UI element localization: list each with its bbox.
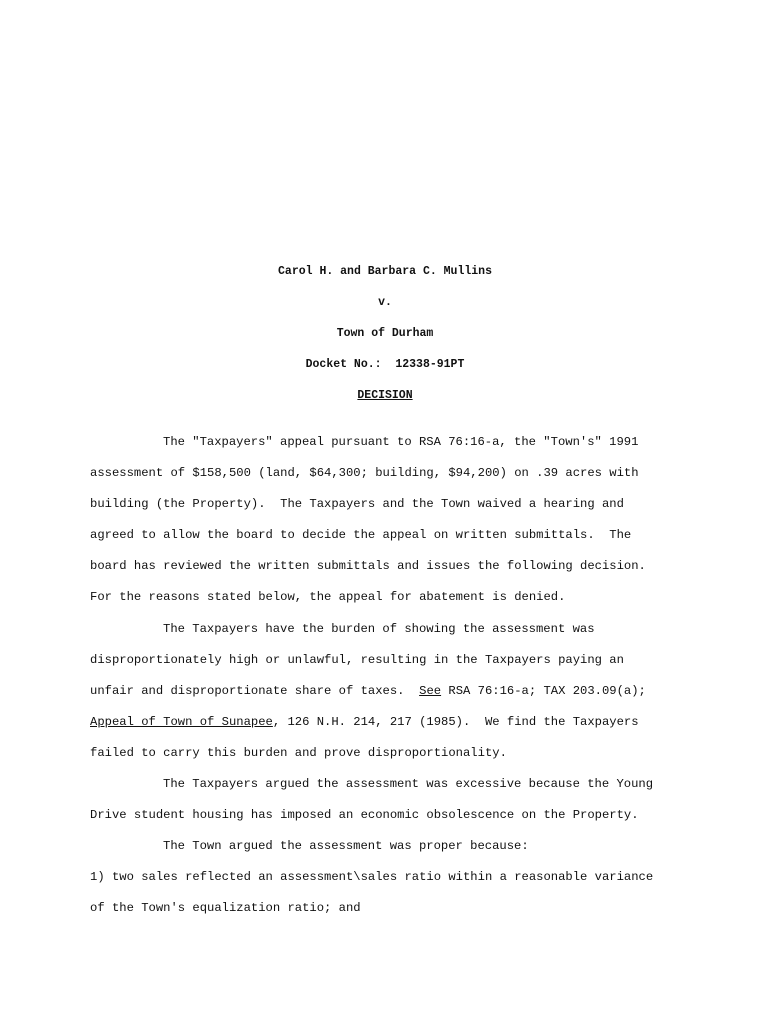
body-line: The Taxpayers have the burden of showing the assessment was [163, 622, 595, 636]
body-line: The Town argued the assessment was proper because: [163, 839, 529, 853]
body-text: , 126 N.H. 214, 217 (1985). We find the Taxpayers [272, 715, 639, 729]
body-line: The "Taxpayers" appeal pursuant to RSA 76:16-a, the "Town's" 1991 [163, 435, 639, 449]
case-citation: Appeal of Town of Sunapee [90, 715, 273, 729]
body-text: unfair and disproportionate share of taxes. [90, 684, 420, 698]
caption-parties-taxpayers: Carol H. and Barbara C. Mullins [278, 265, 492, 278]
body-line: agreed to allow the board to decide the appeal on written submittals. The [90, 528, 632, 542]
caption-parties-town: Town of Durham [336, 327, 434, 340]
body-line: Drive student housing has imposed an economic obsolescence on the Property. [90, 808, 639, 822]
body-line: of the Town's equalization ratio; and [90, 901, 361, 915]
body-line: The Taxpayers argued the assessment was excessive because the Young [163, 777, 654, 791]
decision-heading [0, 389, 770, 403]
decision-heading-text: DECISION [357, 389, 413, 402]
body-line [90, 715, 639, 729]
body-text: RSA 76:16-a; TAX 203.09(a); [441, 684, 646, 698]
body-line: 1) two sales reflected an assessment\sales ratio within a reasonable variance [90, 870, 654, 884]
caption-versus: v. [378, 296, 392, 309]
docket-number: Docket No.: 12338-91PT [305, 358, 465, 371]
body-line: disproportionately high or unlawful, resulting in the Taxpayers paying an [90, 653, 624, 667]
body-line [90, 684, 646, 698]
body-line: failed to carry this burden and prove disproportionality. [90, 746, 507, 760]
body-line: building (the Property). The Taxpayers and the Town waived a hearing and [90, 497, 624, 511]
body-line: board has reviewed the written submittals and issues the following decision. [90, 559, 646, 573]
citation-signal: See [419, 684, 442, 698]
body-line: assessment of $158,500 (land, $64,300; building, $94,200) on .39 acres with [90, 466, 639, 480]
body-line: For the reasons stated below, the appeal for abatement is denied. [90, 590, 566, 604]
